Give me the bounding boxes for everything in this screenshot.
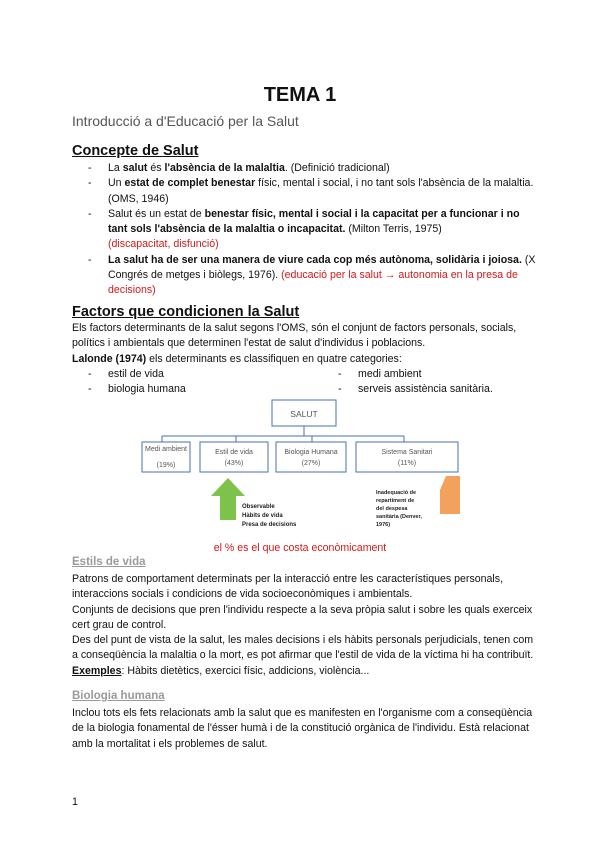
box-label: Biologia Humana: [284, 449, 338, 456]
list-item: - estil de vida: [88, 367, 338, 382]
text: (Milton Terris, 1975): [345, 223, 442, 236]
biologia-body: [72, 706, 534, 752]
box-pct: (27%): [301, 460, 321, 467]
concepte-list: [88, 161, 538, 299]
bold-text: estat de complet benestar: [124, 177, 256, 190]
text: els determinants es classifiquen en quatre categories:: [146, 352, 402, 365]
biologia-heading: Biologia humana: [72, 690, 165, 702]
list-item: [88, 207, 538, 253]
bold-text: l'absència de la malaltia: [164, 162, 285, 174]
list-item: [88, 253, 538, 299]
green-note-line: Hàbits de vida: [242, 513, 283, 519]
bold-text: La salut ha de ser una manera de viure cada cop més autònoma, solidària i joiosa.: [108, 253, 522, 266]
orange-note-line: 1976): [376, 522, 391, 528]
paragraph: Des del punt de vista de la salut, les males decisions i els hàbits personals perjudicials, tenen com a conseqüència la malaltia o la mort, es pot afirmar que l'estil de vida de la víctima hi ha contribuït.: [72, 634, 534, 662]
text: (X Congrés de metges i biòlegs, 1976).: [108, 253, 536, 282]
box-sistema-sanitari: [356, 442, 458, 472]
text: físic, mental i social, i no tant sols l'absència de la malaltia. (OMS, 1946): [108, 177, 534, 205]
paragraph: Inclou tots els fets relacionats amb la salut que es manifesten en l'organisme com a conseqüència de la biologia fonamental de l'ésser humà i de la constitució orgànica de l'individu. Està relacionat amb la mortalitat i els problemes de salut.: [72, 707, 533, 750]
bold-text: benestar físic, mental i social i la capacitat per a funcionar i no tant sols l'absència de la malaltia o incapacitat.: [108, 207, 520, 236]
estils-heading: Estils de vida: [72, 556, 146, 568]
factors-intro: [72, 321, 534, 367]
examples-label: Exemples: [72, 664, 122, 677]
page-title: TEMA 1: [263, 84, 337, 106]
examples-text: : Hàbits dietètics, exercici físic, addicions, violència...: [121, 664, 370, 677]
page-subtitle: Introducció a d'Educació per la Salut: [72, 113, 299, 129]
list-item: - biologia humana: [88, 382, 338, 397]
salut-label: SALUT: [290, 409, 318, 419]
box-label: Estil de vida: [215, 449, 253, 456]
paragraph: Patrons de comportament determinats per la interacció entre les característiques personals, interaccions socials i condicions de vida socioeconòmiques i ambientals.: [72, 573, 504, 601]
text: Els factors determinants de la salut segons l'OMS, són el conjunt de factors personals, socials, polítics i ambientals que determinen l'estat de salut d'individus i poblacions.: [72, 322, 517, 350]
bold-text: Lalonde (1974): [72, 352, 147, 365]
estils-body: [72, 572, 534, 679]
categories-list: [88, 367, 538, 398]
determinants-diagram: [140, 396, 466, 540]
box-label: Medi ambient: [144, 446, 188, 453]
box-pct: (43%): [224, 460, 244, 467]
page-number: 1: [72, 796, 78, 808]
bold-text: salut: [122, 162, 148, 174]
box-pct: (19%): [156, 462, 176, 469]
box-pct: (11%): [397, 460, 417, 467]
orange-note-line: repartiment de: [376, 498, 415, 504]
paragraph: Conjunts de decisions que pren l'individu respecte a la seva pròpia salut i sobre les quals exerceix cert grau de control.: [72, 603, 533, 631]
red-note: (discapacitat, disfunció): [108, 238, 219, 251]
box-estil-de-vida: [200, 442, 268, 472]
box-label: Sistema Sanitari: [381, 449, 433, 456]
text: Un: [108, 177, 125, 190]
green-note-line: Observable: [242, 504, 275, 510]
list-item: [88, 176, 538, 207]
list-item: [88, 161, 538, 176]
red-note: (educació per la salut → autonomia en la presa de decisions): [108, 269, 518, 297]
factors-heading: Factors que condicionen la Salut: [72, 304, 300, 320]
list-item: - medi ambient: [338, 367, 538, 382]
text: La: [108, 162, 123, 174]
text: . (Definició tradicional): [284, 162, 390, 174]
orange-note-line: Inadequació de: [376, 490, 417, 496]
diagram-caption: el % es el que costa econòmicament: [213, 542, 387, 554]
list-item: - serveis assistència sanitària.: [338, 382, 538, 397]
text: Salut és un estat de: [108, 207, 205, 220]
paragraph: [72, 664, 534, 679]
text: és: [147, 162, 165, 174]
orange-note-line: sanitària (Denver,: [376, 514, 422, 520]
orange-note-line: del despesa: [376, 506, 408, 512]
green-note-line: Presa de decisions: [242, 522, 297, 528]
box-biologia-humana: [276, 442, 346, 472]
concepte-heading: Concepte de Salut: [72, 143, 199, 159]
